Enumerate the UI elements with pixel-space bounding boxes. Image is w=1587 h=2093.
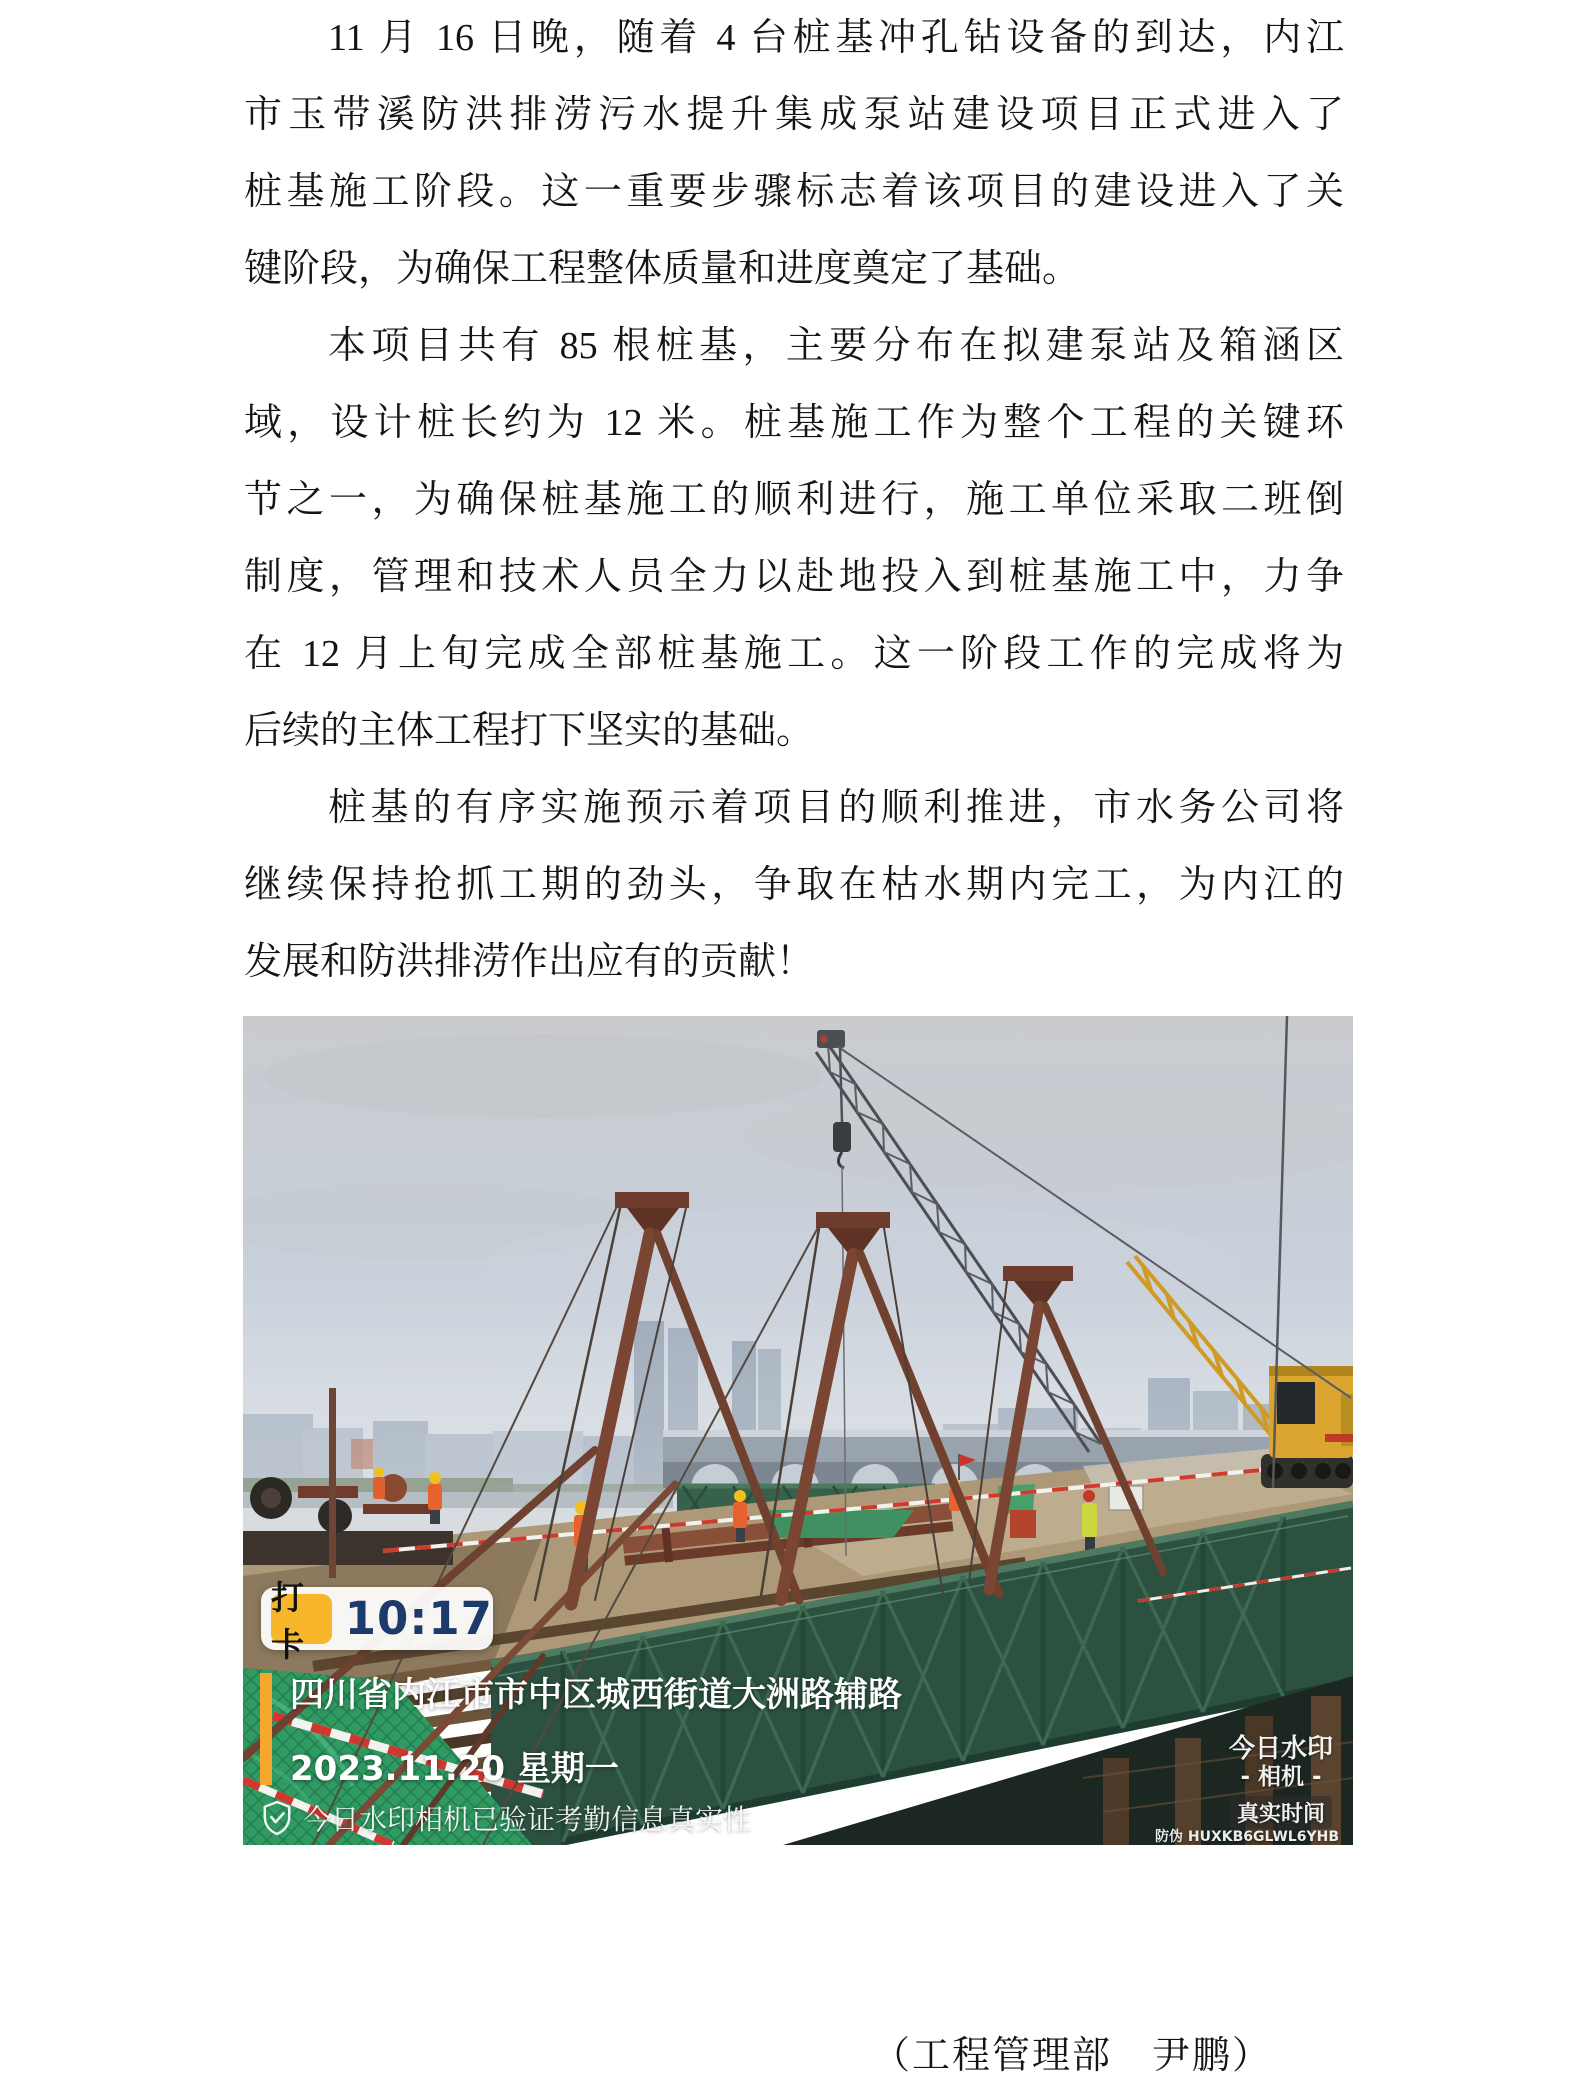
paragraph-line: 市玉带溪防洪排涝污水提升集成泵站建设项目正式进入了 xyxy=(244,94,1344,136)
paragraph-line: 节之一，为确保桩基施工的顺利进行，施工单位采取二班倒 xyxy=(244,479,1344,521)
paragraph-line: 制度，管理和技术人员全力以赴地投入到桩基施工中，力争 xyxy=(244,556,1344,598)
paragraph-line: 11 月 16 日晚，随着 4 台桩基冲孔钻设备的到达，内江 xyxy=(328,17,1344,59)
paragraph-line: 本项目共有 85 根桩基，主要分布在拟建泵站及箱涵区 xyxy=(328,325,1344,367)
watermark-accent-bar xyxy=(260,1673,272,1785)
real-time-badge: 真实时间 xyxy=(1230,1796,1332,1829)
watermark-location: 四川省内江市市中区城西街道大洲路辅路 xyxy=(290,1675,902,1715)
attribution-line: （工程管理部 尹鹏） xyxy=(872,2035,1273,2077)
watermark-brand-block xyxy=(1229,1734,1333,1829)
checkin-time: 10:17 xyxy=(344,1592,493,1645)
watermark-antifake-code: 防伪 HUXKB6GLWL6YHB xyxy=(1155,1829,1339,1845)
article-body xyxy=(244,0,1344,1001)
paragraph-line: 键阶段，为确保工程整体质量和进度奠定了基础。 xyxy=(244,248,1081,290)
construction-photo xyxy=(243,1016,1353,1845)
brand-name: 今日水印 xyxy=(1229,1734,1334,1764)
paragraph-line: 域，设计桩长约为 12 米。桩基施工作为整个工程的关键环 xyxy=(244,402,1344,444)
paragraph-line: 桩基的有序实施预示着项目的顺利推进，市水务公司将 xyxy=(328,787,1344,829)
paragraph-line: 后续的主体工程打下坚实的基础。 xyxy=(244,710,815,752)
watermark-verify-row xyxy=(261,1798,751,1838)
checkin-chip: 打卡 xyxy=(271,1594,332,1644)
paragraph-line: 在 12 月上旬完成全部桩基施工。这一阶段工作的完成将为 xyxy=(244,633,1344,675)
brand-sub: - 相机 - xyxy=(1240,1764,1322,1790)
shield-check-icon xyxy=(261,1800,293,1836)
checkin-time-badge xyxy=(261,1577,493,1664)
paragraph-line: 发展和防洪排涝作出应有的贡献！ xyxy=(244,941,815,983)
real-time-badge-wrap xyxy=(1229,1791,1333,1829)
watermark-location-block xyxy=(260,1673,902,1790)
paragraph-line: 继续保持抢抓工期的劲头，争取在枯水期内完工，为内江的 xyxy=(244,864,1344,906)
watermark-verify-text: 今日水印相机已验证考勤信息真实性 xyxy=(303,1803,752,1836)
watermark-date: 2023.11.20 星期一 xyxy=(290,1749,619,1789)
watermark-text-lines xyxy=(290,1673,902,1790)
paragraph-line: 桩基施工阶段。这一重要步骤标志着该项目的建设进入了关 xyxy=(244,171,1344,213)
